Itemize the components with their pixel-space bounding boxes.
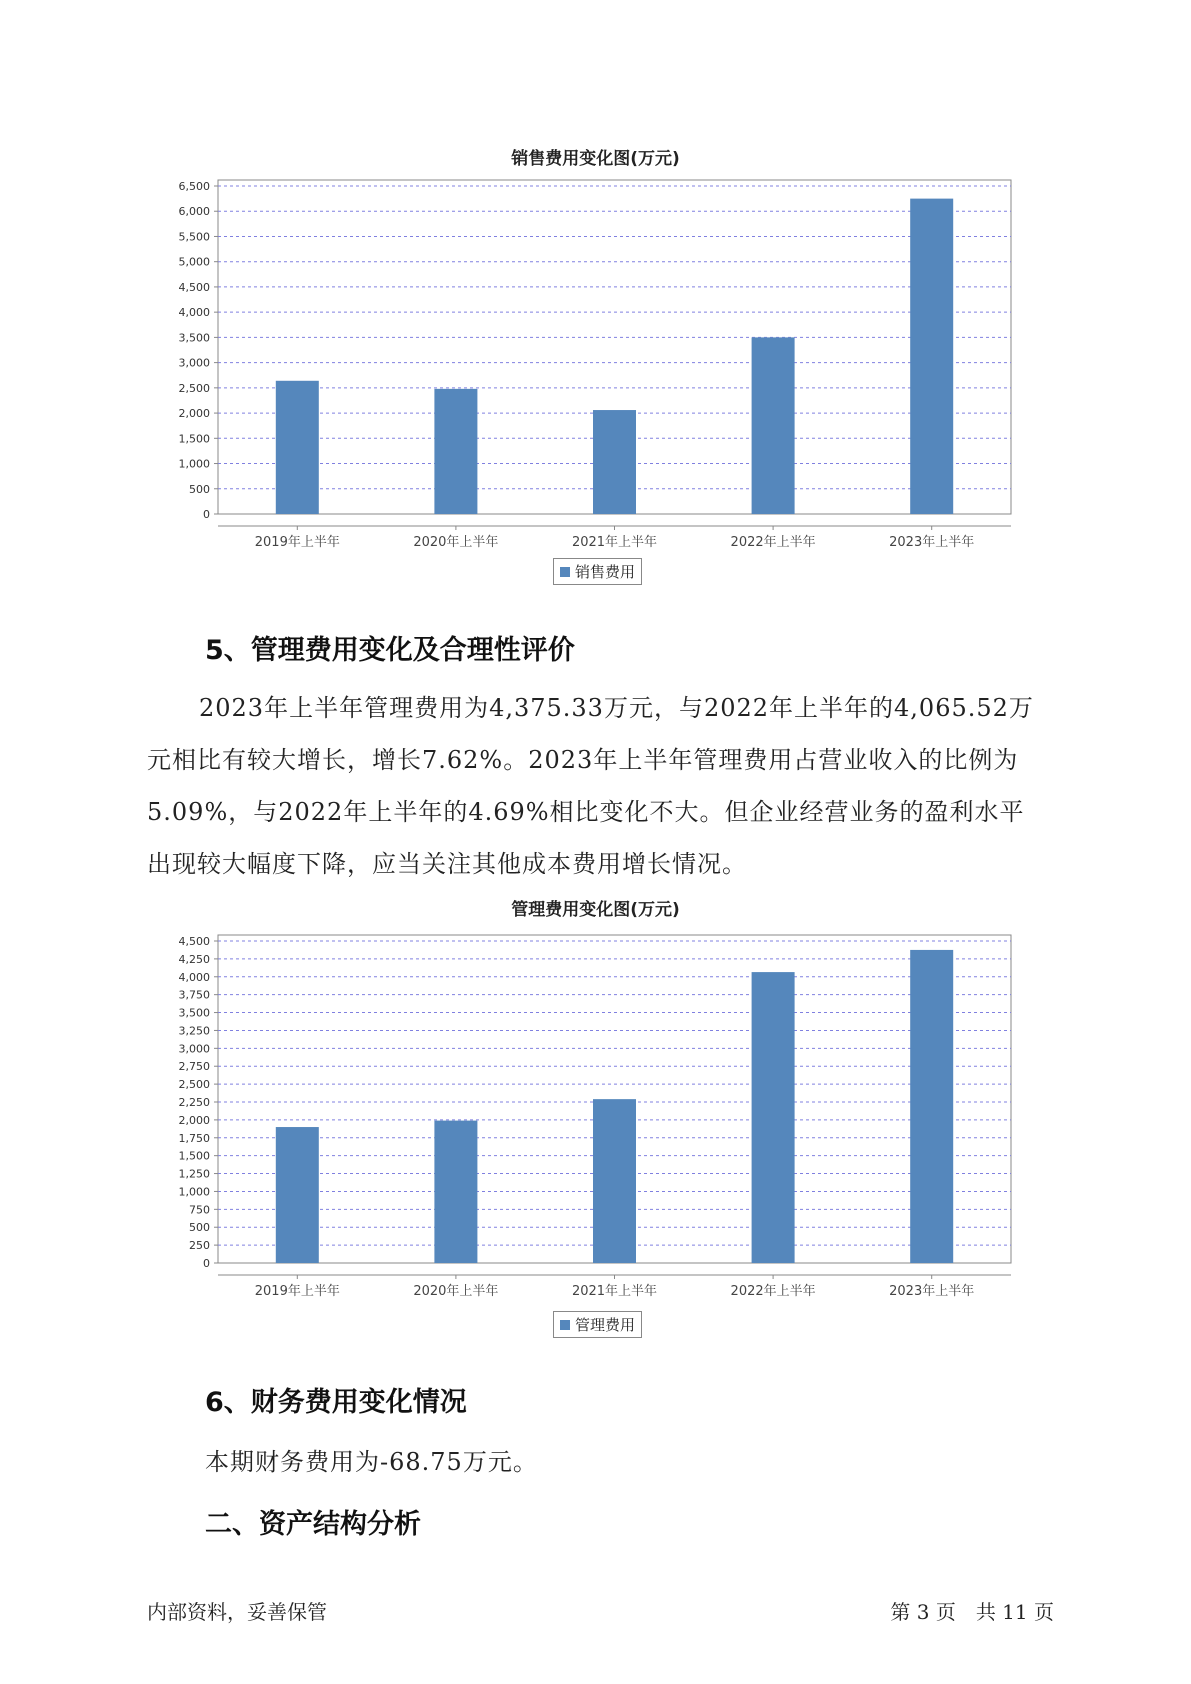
chart1-ytick-label: 6,500 bbox=[178, 180, 210, 193]
chart2-bar bbox=[752, 972, 795, 1263]
chart1-ytick-label: 4,000 bbox=[178, 306, 210, 320]
chart1-ytick-label: 4,500 bbox=[178, 280, 210, 294]
chart2-title: 管理费用变化图(万元) bbox=[511, 900, 680, 920]
chart1-title: 销售费用变化图(万元) bbox=[511, 149, 680, 169]
chart2-xtick-label: 2023年上半年 bbox=[889, 1284, 975, 1299]
chart1-legend-label: 销售费用 bbox=[575, 563, 636, 581]
chart1-bar bbox=[910, 199, 953, 514]
chart2-ytick-label: 2,000 bbox=[178, 1113, 210, 1127]
chart1-bar bbox=[593, 410, 636, 514]
chart2-admin-expense bbox=[0, 900, 1191, 1320]
chart1-ytick-label: 0 bbox=[203, 508, 210, 521]
chart1-ytick-label: 5,500 bbox=[178, 230, 210, 244]
section5-heading: 5、管理费用变化及合理性评价 bbox=[205, 635, 575, 666]
chart1-ytick-label: 1,000 bbox=[178, 457, 210, 471]
chart2-bar bbox=[910, 950, 953, 1263]
chart1-ytick-label: 5,000 bbox=[178, 255, 210, 269]
chart1-bar bbox=[276, 381, 319, 514]
chart2-ytick-label: 2,750 bbox=[178, 1060, 210, 1074]
chart2-ytick-label: 250 bbox=[189, 1239, 210, 1253]
chart2-ytick-label: 1,750 bbox=[178, 1131, 210, 1145]
chart2-ytick-label: 500 bbox=[189, 1221, 210, 1235]
chart2-ytick-label: 1,500 bbox=[178, 1149, 210, 1163]
chart2-ytick-label: 2,500 bbox=[178, 1078, 210, 1092]
chart1-xtick-label: 2022年上半年 bbox=[730, 535, 816, 550]
chart2-legend-swatch bbox=[560, 1320, 570, 1330]
chart2-bar bbox=[276, 1127, 319, 1263]
chart2-ytick-label: 1,250 bbox=[178, 1167, 210, 1181]
chart2-xtick-label: 2019年上半年 bbox=[254, 1284, 340, 1299]
chart2-ytick-label: 750 bbox=[189, 1203, 210, 1217]
section2-heading: 二、资产结构分析 bbox=[205, 1509, 421, 1540]
chart2-legend-label: 管理费用 bbox=[575, 1316, 636, 1334]
chart1-bar bbox=[752, 337, 795, 514]
chart1-ytick-label: 2,500 bbox=[178, 381, 210, 395]
section6-heading: 6、财务费用变化情况 bbox=[205, 1387, 467, 1418]
chart2-ytick-label: 2,250 bbox=[178, 1096, 210, 1109]
chart2-ytick-label: 3,500 bbox=[178, 1006, 210, 1020]
chart2-ytick-label: 4,500 bbox=[178, 935, 210, 948]
chart1-ytick-label: 1,500 bbox=[178, 432, 210, 446]
chart2-ytick-label: 3,750 bbox=[178, 988, 210, 1002]
chart2-bar bbox=[434, 1121, 477, 1263]
chart1-ytick-label: 6,000 bbox=[178, 205, 210, 219]
chart2-ytick-label: 3,250 bbox=[178, 1024, 210, 1038]
chart1-xtick-label: 2023年上半年 bbox=[889, 535, 975, 550]
chart2-ytick-label: 0 bbox=[203, 1257, 210, 1270]
chart1-legend bbox=[553, 558, 642, 585]
footer-page-number: 第 3 页 共 11 页 bbox=[890, 1600, 1054, 1624]
chart1-legend-swatch bbox=[560, 567, 570, 577]
chart1-sales-expense bbox=[0, 0, 1191, 560]
chart2-xtick-label: 2021年上半年 bbox=[571, 1284, 658, 1299]
chart1-ytick-label: 3,000 bbox=[178, 356, 210, 370]
chart1-xtick-label: 2021年上半年 bbox=[571, 535, 658, 550]
chart1-ytick-label: 3,500 bbox=[178, 331, 210, 345]
footer-left: 内部资料，妥善保管 bbox=[147, 1600, 327, 1624]
chart2-xtick-label: 2022年上半年 bbox=[730, 1284, 816, 1299]
chart2-ytick-label: 1,000 bbox=[178, 1185, 210, 1199]
chart1-bar bbox=[434, 389, 477, 514]
chart1-xtick-label: 2020年上半年 bbox=[413, 535, 499, 550]
section6-paragraph: 本期财务费用为-68.75万元。 bbox=[205, 1448, 538, 1476]
chart1-ytick-label: 2,000 bbox=[178, 407, 210, 421]
chart2-bar bbox=[593, 1099, 636, 1263]
chart2-xtick-label: 2020年上半年 bbox=[413, 1284, 499, 1299]
chart2-ytick-label: 4,000 bbox=[178, 970, 210, 984]
chart1-ytick-label: 500 bbox=[189, 482, 210, 496]
chart1-xtick-label: 2019年上半年 bbox=[254, 535, 340, 550]
chart2-legend bbox=[553, 1311, 642, 1338]
chart2-ytick-label: 3,000 bbox=[178, 1042, 210, 1056]
chart2-ytick-label: 4,250 bbox=[178, 952, 210, 966]
section5-paragraph: 2023年上半年管理费用为4,375.33万元，与2022年上半年的4,065.52万元相比有较大增长，增长7.62%。2023年上半年管理费用占营业收入的比例为5.09%，与2022年上半年的4.69%相比变化不大。但企业经营业务的盈利水平出现较大幅度下降，应当关注其他成本费用增长情况。 bbox=[147, 694, 1034, 878]
